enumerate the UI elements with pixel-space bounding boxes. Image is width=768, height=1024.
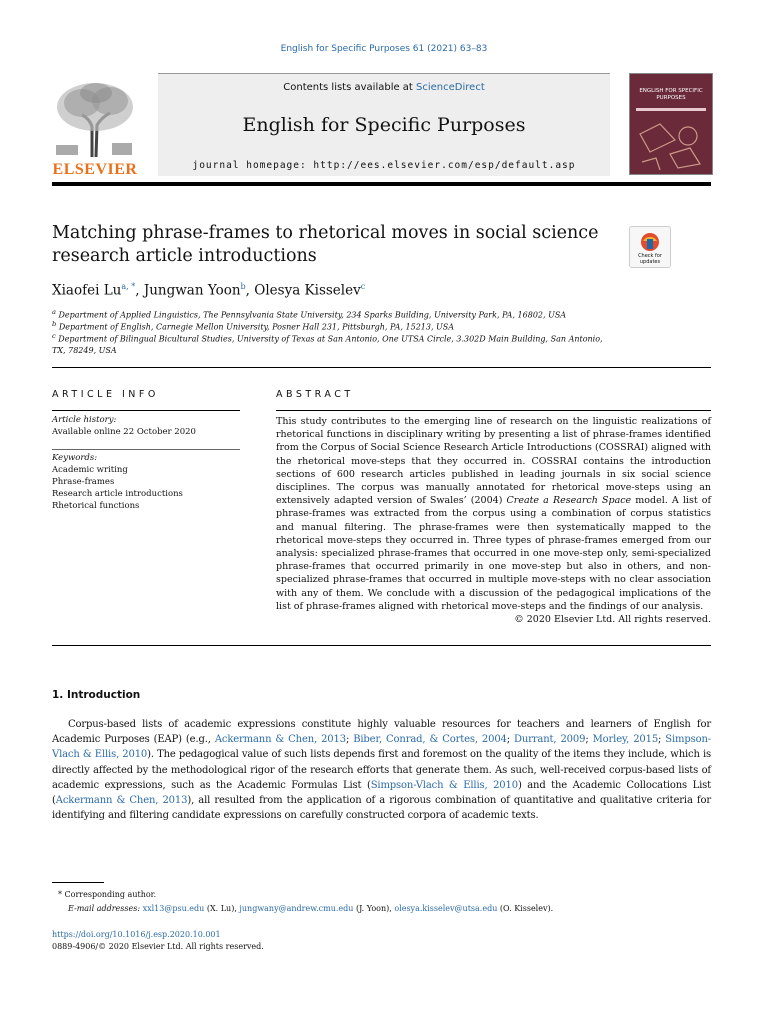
keyword: Research article introductions bbox=[52, 489, 183, 499]
sciencedirect-link[interactable]: ScienceDirect bbox=[416, 82, 485, 93]
email-owner: (J. Yoon), bbox=[353, 904, 395, 913]
citation-link[interactable]: Biber, Conrad, & Cortes, 2004 bbox=[353, 734, 507, 746]
email-link[interactable]: xxl13@psu.edu bbox=[142, 904, 205, 913]
email-link[interactable]: olesya.kisselev@utsa.edu bbox=[394, 904, 498, 913]
keyword: Rhetorical functions bbox=[52, 501, 140, 511]
check-for-updates-button[interactable] bbox=[629, 226, 671, 268]
email-link[interactable]: jungwany@andrew.cmu.edu bbox=[239, 904, 354, 913]
intro-text: Corpus-based lists of academic expressions constitute highly valuable resources for teachers and learners of English for Academic Purposes (EAP) (e.g., bbox=[52, 719, 711, 746]
intro-text: ; bbox=[345, 734, 354, 746]
elsevier-tree-icon bbox=[52, 79, 138, 157]
affil-mark: c bbox=[52, 332, 56, 340]
journal-homepage[interactable]: journal homepage: http://ees.elsevier.com/esp/default.asp bbox=[192, 160, 576, 171]
citation-link[interactable]: Ackermann & Chen, 2013 bbox=[214, 734, 346, 746]
affil-text: Department of Applied Linguistics, The Pennsylvania State University, 234 Sparks Building, University Park, PA, 16802, USA bbox=[58, 310, 567, 320]
elsevier-wordmark: ELSEVIER bbox=[52, 161, 138, 178]
journal-title[interactable]: English for Specific Purposes bbox=[242, 114, 526, 136]
history-value: Available online 22 October 2020 bbox=[52, 427, 196, 437]
author-affil-mark[interactable]: b bbox=[240, 282, 246, 291]
intro-text: ) and the Academic Collocations List ( bbox=[52, 779, 711, 807]
citation-link[interactable]: Morley, 2015 bbox=[592, 734, 659, 746]
footnote-rule bbox=[52, 882, 104, 883]
abstract-text bbox=[276, 415, 711, 626]
article-title: Matching phrase-frames to rhetorical moves in social science research article introductions bbox=[52, 223, 599, 266]
doi-block bbox=[52, 929, 264, 953]
intro-text: ), all resulted from the application of a rigorous combination of quantitative and qualitative criteria for identifying and filtering candidate expressions on carefully constructed corpora of academic texts. bbox=[52, 795, 711, 822]
author-name: Jungwan Yoon bbox=[143, 282, 241, 299]
citation-link[interactable]: Durrant, 2009 bbox=[514, 734, 586, 746]
keywords-label: Keywords: bbox=[52, 453, 98, 463]
email-label: E-mail addresses: bbox=[68, 904, 143, 913]
intro-heading: 1. Introduction bbox=[52, 689, 141, 701]
journal-cover[interactable] bbox=[629, 73, 713, 175]
keyword: Academic writing bbox=[52, 465, 128, 475]
info-divider bbox=[52, 449, 240, 450]
footnotes bbox=[52, 888, 712, 916]
keywords-block bbox=[52, 452, 240, 512]
contents-line bbox=[158, 82, 610, 93]
email-owner: (O. Kisselev). bbox=[497, 904, 554, 913]
affil-text: Department of Bilingual Bicultural Studies, University of Texas at San Antonio, One UTSA Circle, 3.302D Main Building, San Antonio, TX, 78249, USA bbox=[52, 334, 603, 355]
citation-link[interactable]: Simpson-Vlach & Ellis, 2010 bbox=[370, 779, 518, 791]
intro-paragraph bbox=[52, 717, 711, 823]
check-updates-label: Check for updates bbox=[638, 253, 662, 265]
cover-pattern-icon bbox=[630, 74, 712, 174]
intro-text: ; bbox=[506, 734, 515, 746]
intro-text: ). The pedagogical value of such lists depends first and foremost on the quality of the items they include, which is directly affected by the methodological rigor of the research efforts that generate them. As such, well-received corpus-based lists of academic expressions, such as the Academic Formulas List ( bbox=[52, 749, 711, 791]
corresponding-author-note: * Corresponding author. bbox=[58, 890, 157, 899]
author-separator: , bbox=[135, 282, 144, 299]
history-label: Article history: bbox=[52, 415, 117, 425]
masthead bbox=[52, 73, 712, 185]
author-list bbox=[52, 282, 365, 299]
abstract-part: model. A list of phrase-frames was extracted from the corpus using a combination of corpus statistics and manual filtering. The phrase-frames were then systematically mapped to the rhetorical move-steps they occurred in. Three types of phrase-frames emerged from our analysis: specialized phrase-frames that occurred in one move-step only, semi-specialized phrase-frames that occurred primarily in one move-step but also in others, and non-specialized phrase-frames that occurred in multiple move-steps with no clear association with any of them. We conclude with a discussion of the pedagogical implications of the list of phrase-frames aligned with rhetorical move-steps and the findings of our analysis. bbox=[276, 495, 711, 612]
affil-text: Department of English, Carnegie Mellon University, Posner Hall 231, Pittsburgh, PA, 15213, USA bbox=[58, 322, 455, 332]
affiliation-c bbox=[52, 331, 612, 356]
article-history bbox=[52, 414, 240, 438]
masthead-rule bbox=[52, 182, 711, 186]
journal-banner bbox=[158, 73, 610, 176]
citation-link[interactable]: Simpson-Vlach & Ellis, 2010 bbox=[52, 734, 712, 761]
journal-reference[interactable]: English for Specific Purposes 61 (2021) 63–83 bbox=[280, 44, 488, 54]
affil-mark: a bbox=[52, 308, 56, 316]
abstract-model-name: Create a Research Space bbox=[506, 495, 632, 507]
abstract-part: This study contributes to the emerging line of research on the linguistic realizations of rhetorical functions in disciplinary writing by presenting a list of phrase-frames identified from the Corpus of Social Science Research Article Introductions (COSSRAI) aligned with the rhetorical move-steps that they occurred in. COSSRAI contains the introduction sections of 600 research articles published in leading journals in six social science disciplines. The corpus was manually annotated for rhetorical move-steps using an extensively adapted version of Swales’ (2004) bbox=[276, 416, 711, 507]
issn-line: 0889-4906/© 2020 Elsevier Ltd. All rights reserved. bbox=[52, 942, 264, 951]
email-line bbox=[52, 902, 712, 916]
author-name: Xiaofei Lu bbox=[52, 282, 122, 299]
section-rule bbox=[52, 367, 711, 368]
elsevier-logo[interactable] bbox=[52, 79, 138, 179]
author-separator: , bbox=[245, 282, 255, 299]
cover-title: ENGLISH FOR SPECIFIC PURPOSES bbox=[639, 88, 703, 101]
info-rule bbox=[52, 410, 240, 411]
abstract-copyright: © 2020 Elsevier Ltd. All rights reserved. bbox=[514, 614, 711, 626]
author-affil-mark[interactable]: c bbox=[360, 282, 366, 291]
affil-mark: b bbox=[52, 320, 57, 328]
abstract-heading: ABSTRACT bbox=[276, 389, 354, 400]
intro-text: ; bbox=[658, 734, 666, 746]
author-affil-mark[interactable]: a, * bbox=[121, 282, 136, 291]
intro-text: ; bbox=[585, 734, 593, 746]
abstract-end-rule bbox=[52, 645, 711, 646]
contents-prefix: Contents lists available at bbox=[283, 82, 417, 93]
doi-link[interactable]: https://doi.org/10.1016/j.esp.2020.10.001 bbox=[52, 930, 221, 939]
keyword: Phrase-frames bbox=[52, 477, 115, 487]
author-name: Olesya Kisselev bbox=[254, 282, 361, 299]
article-info-heading: ARTICLE INFO bbox=[52, 389, 159, 400]
abstract-rule bbox=[276, 410, 711, 411]
citation-link[interactable]: Ackermann & Chen, 2013 bbox=[55, 795, 188, 807]
email-owner: (X. Lu), bbox=[204, 904, 240, 913]
